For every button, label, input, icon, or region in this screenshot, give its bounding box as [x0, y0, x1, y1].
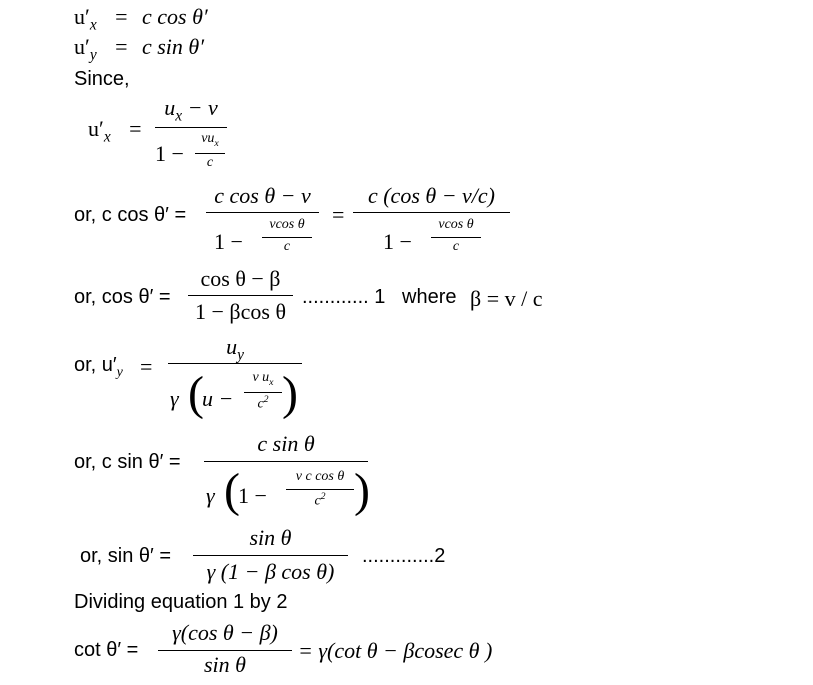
fraction-bar: [188, 295, 293, 296]
eq7-prefix: or, c sin θ′ =: [74, 451, 181, 473]
fraction-bar: [353, 212, 510, 213]
equals-sign: =: [129, 116, 142, 141]
fraction-ux-transform: $u_x - v$ 1 − $vu_x$ c: [155, 95, 227, 185]
fraction-denominator: 1 − βcos θ: [195, 299, 286, 324]
equation-number-2: .............2: [362, 545, 446, 567]
fraction-bar: [206, 212, 319, 213]
eq4-prefix: or, c cos θ′ =: [74, 204, 187, 226]
fraction-numerator: $u_y$: [226, 334, 244, 364]
uy-prime-rhs: c sin θ′: [141, 34, 205, 59]
fraction-numerator: cos θ − β: [200, 266, 281, 291]
eq9-prefix: cot θ′ =: [74, 639, 139, 661]
equation-number-1: ............ 1: [302, 286, 386, 308]
eq8-prefix: or, sin θ′ =: [80, 545, 172, 567]
uy-prime-symbol: $u'_y$: [74, 34, 97, 64]
fraction-sin-theta-prime: [193, 525, 348, 589]
fraction-cot-theta-prime: [158, 620, 292, 684]
beta-definition: β = v / c: [470, 286, 543, 311]
fraction-denominator: sin θ: [204, 652, 246, 677]
eq5-prefix: or, cos θ′ =: [74, 286, 171, 308]
fraction-bar: [168, 363, 302, 364]
where-text: where: [402, 286, 457, 308]
since-text: Since,: [74, 68, 130, 90]
equation-velocity-transform-x: [88, 116, 142, 146]
fraction-numerator: c cos θ − v: [214, 183, 311, 208]
ux-prime-symbol: $u'_x$: [88, 116, 111, 146]
fraction-c-sin-theta-prime: c sin θ γ ( 1 − v c cos θ $c^2$ ): [206, 431, 370, 517]
equation-ux-prime: [74, 4, 208, 34]
fraction-uy-prime: $u_y$ γ ( u − v $u_x$ $c^2$ ): [168, 334, 302, 424]
equals-sign: =: [332, 202, 345, 227]
fraction-c-cos-theta-v-over-c: c (cos θ − v/c) 1 − vcos θ c: [353, 183, 510, 265]
eq6-prefix: or, $u'_y$: [74, 354, 123, 380]
fraction-c-cos-theta: c cos θ − v 1 − vcos θ c: [206, 183, 319, 265]
equation-uy-prime: [74, 34, 204, 64]
dividing-text: Dividing equation 1 by 2: [74, 591, 288, 613]
fraction-bar: [155, 127, 227, 128]
fraction-bar: [193, 555, 348, 556]
equals-sign: =: [115, 4, 128, 29]
ux-prime-rhs: c cos θ′: [141, 4, 208, 29]
fraction-numerator: c (cos θ − v/c): [367, 183, 496, 208]
fraction-denominator: γ (1 − β cos θ): [206, 559, 335, 584]
ux-prime-symbol: $u'_x$: [74, 4, 97, 34]
fraction-numerator: $u_x - v$: [164, 95, 218, 125]
fraction-cos-theta-prime: [188, 266, 293, 330]
equals-sign: =: [140, 354, 153, 379]
equals-sign: =: [115, 34, 128, 59]
eq9-rhs: = γ(cot θ − βcosec θ ): [298, 638, 493, 663]
fraction-numerator: γ(cos θ − β): [172, 620, 278, 645]
fraction-bar: [204, 461, 368, 462]
fraction-numerator: sin θ: [249, 525, 292, 550]
fraction-numerator: c sin θ: [257, 431, 315, 456]
